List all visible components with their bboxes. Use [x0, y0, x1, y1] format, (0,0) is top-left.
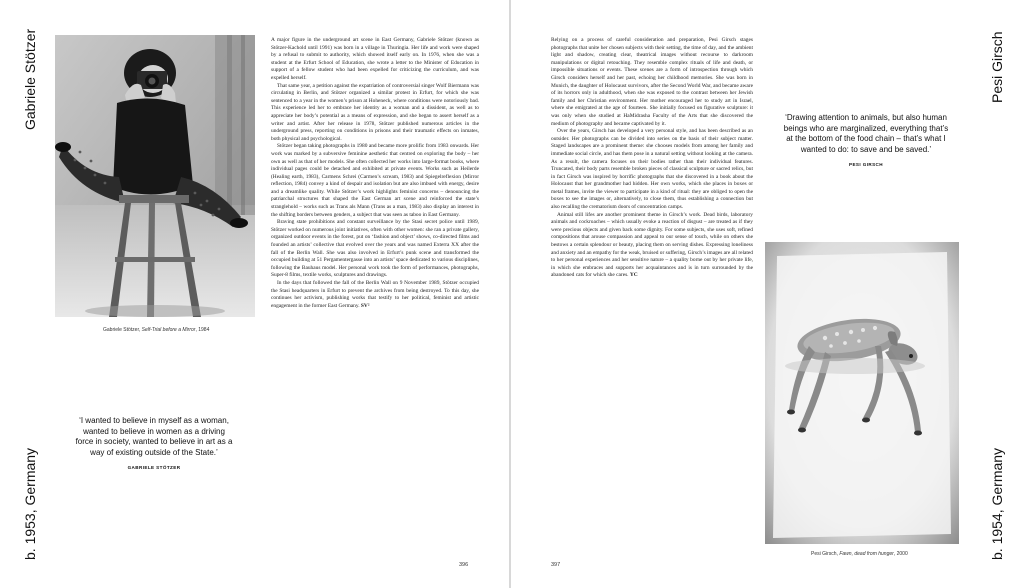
photo-self-trial-mirror [55, 35, 255, 317]
pull-quote-text: ‘I wanted to believe in myself as a woman, wanted to believe in women as a driving force in society, wanted to believe in art as a way of existing outside of the State.’ [75, 416, 233, 457]
paragraph: Braving state prohibitions and constant surveillance by the Stasi secret police until 1989, Stötzer worked on numerous joint initiatives, often with other women: she ran a private gallery, organized outdoor events in the forest, put on ‘fashion and object’ shows, co-directed films and founded an artists’ collective that evolved over the years and was named Exterra XX after the fall of the Berlin Wall. She was also involved in Erfurt’s punk scene and transformed the occupied building at 51 Pergamentergasse into an artists’ space dedicated to various disciplines, following the Bauhaus model. Her personal work took the form of performances, photographs, Super-8 films, textile works, sculptures and drawings. [271, 219, 479, 279]
caption-title: Fawn, dead from hunger [839, 551, 894, 557]
page-number: 396 [459, 562, 469, 568]
photo-fawn [765, 242, 959, 544]
author-initials: SV² [360, 302, 370, 309]
photo-self-trial-image [55, 35, 255, 317]
photo-fawn-image [765, 242, 959, 544]
artist-name-vertical: Pesi Girsch [989, 31, 1005, 103]
paragraph-text: In the days that followed the fall of the Berlin Wall on 9 November 1989, Stötzer occupied the Stasi headquarters in Erfurt to prevent the archives from being destroyed. To this day, she continues her activism, publishing works that testify to her political, feminist and artistic engagement in the former East Germany. [271, 280, 479, 309]
page-number: 397 [551, 562, 561, 568]
right-page [511, 0, 1020, 588]
caption-artist: Pesi Girsch, [811, 551, 840, 557]
article-body [551, 37, 753, 280]
left-page [0, 0, 509, 588]
artist-name-vertical: Gabriele Stötzer [22, 28, 38, 130]
caption-title: Self-Trial before a Mirror [141, 327, 196, 333]
paragraph: A major figure in the underground art scene in East Germany, Gabriele Stötzer (known as Stötzer-Kachold until 1991) was born in a village in Thuringia. Her life and work were shaped by a refusal to submit to authority, which showed itself early on. In 1976, when she was a student at the Erfurt School of Education, she wrote a letter to the Minister of Education in support of a fellow student who had been expelled for criticizing the curriculum, and was expelled herself. [271, 37, 479, 81]
article-body [271, 37, 479, 310]
caption-artist: Gabriele Stötzer, [103, 327, 142, 333]
author-initials: YC [629, 272, 638, 279]
photo-caption [811, 551, 908, 557]
paragraph: Stötzer began taking photographs in 1980 and became more prolific from 1983 onwards. Her work was marked by a subversive feminine aesthetic that centred on exploring the body – her own as well as that of her models. She often collected her works into large-format books, where individual pages could be detached and exhibited at private events. Works such as Heilerde (Healing earth, 1983), Carmens Schrei (Carmen’s scream, 1983) and Spiegelreflexion (Mirror reflection, 1984) convey a kind of despair and isolation but are also imbued with energy, desire and a dreamlike quality. While Stötzer’s work highlights feminist concerns – denouncing the patriarchal structures that shaped the East German art scene and reinforced the state’s stranglehold – works such as Trans als Mann (Trans as a man, 1983) also display an interest in the shifting borders between genders, a subject that was seen as taboo in East Germany. [271, 143, 479, 218]
caption-year: , 2000 [893, 551, 908, 557]
paragraph: That same year, a petition against the expatriation of controversial singer Wolf Biermann was circulating in Berlin, and Stötzer organized a similar protest in Erfurt, for which she was sentenced to a year in the women’s prison at Hoheneck, where conditions were notoriously bad. This experience led her to embrace her identity as a woman and a dissident, as well as to appreciate her body’s potential as a means of expression, and she began to assert herself as a writer and artist. After her release in 1978, Stötzer published numerous articles in the underground press, reporting on conditions in prisons and their traumatic effects on inmates, both physical and psychological. [271, 82, 479, 142]
photo-caption [103, 327, 209, 333]
pull-quote-text: ‘Drawing attention to animals, but also human beings who are marginalized, everything that’s at the bottom of the food chain – that’s what I wanted to do: to save and be saved.’ [783, 113, 949, 154]
caption-year: , 1984 [195, 327, 210, 333]
paragraph: Relying on a process of careful consideration and preparation, Pesi Girsch stages photographs that unite her chosen subjects with their setting, the time of day, and the ambient light and shadow, creating clear, theatrical images without recourse to darkroom manipulations or digital retouching. They resemble complex rituals of life and death, or impossible situations or events. These scenes are a form of introspection through which Girsch considers herself and her past, echoing her childhood memories. She was born in Munich, the daughter of Holocaust survivors, after the Second World War, and became aware of its horrors only in adulthood, when she was exposed to the contrast between her Jewish family and her Christian environment. Her mother encouraged her to study art in Israel, where she emigrated at the age of fourteen. She initially focused on figurative sculpture: it was only when she studied at HaMidrasha Faculty of the Arts that she discovered the medium of photography and became captivated by it. [551, 37, 753, 127]
paragraph [551, 212, 753, 280]
paragraph: Over the years, Girsch has developed a very personal style, and has been described as an outsider. Her photographs can be divided into series on the basis of their subject matter. Staged landscapes are a prominent theme: she chooses models from among her family and immediate social circle, and has them pose in a natural setting without looking at the camera. As a result, the camera focuses on their bodies rather than their individual features. Truncated, their body parts resemble broken pieces of classical sculpture or sacred relics, but in fact Girsch was inspired by horrific photographs that she discovered in a book about the Holocaust that her grandmother had hidden. Her own works, which she places in boxes or metal frames, invite the viewer to participate in a kind of ritual: they are obliged to open the boxes to see the images or, alternatively, to close them, thus establishing a connection but also recalling the crematorium doors of concentration camps. [551, 128, 753, 211]
artist-birth-vertical: b. 1954, Germany [989, 447, 1005, 560]
pull-quote-attribution: PESI GIRSCH [848, 162, 883, 167]
paragraph-text: Animal still lifes are another prominent theme in Girsch’s work. Dead birds, laboratory animals and cockroaches – which usually evoke a reaction of disgust – are treated as if they were precious objects and given back some dignity. For some subjects, she uses soft, refined compositions that arouse compassion and appeal to our sense of touch, while on others she bestows a certain splendour or beauty, placing them on serving dishes. Expressing loneliness and anxiety and an empathy for the weak, bruised or suffering, Girsch’s images are all related to her personal experiences and her sensitive nature – a quality borne out by her private life, in which she embraces and supports her acquaintances and is in turn surrounded by the abandoned cats for which she cares. [551, 211, 753, 279]
pull-quote-attribution: GABRIELE STÖTZER [127, 465, 181, 470]
pull-quote [781, 113, 951, 171]
paragraph [271, 280, 479, 310]
pull-quote [74, 416, 234, 474]
artist-birth-vertical: b. 1953, Germany [22, 447, 38, 560]
